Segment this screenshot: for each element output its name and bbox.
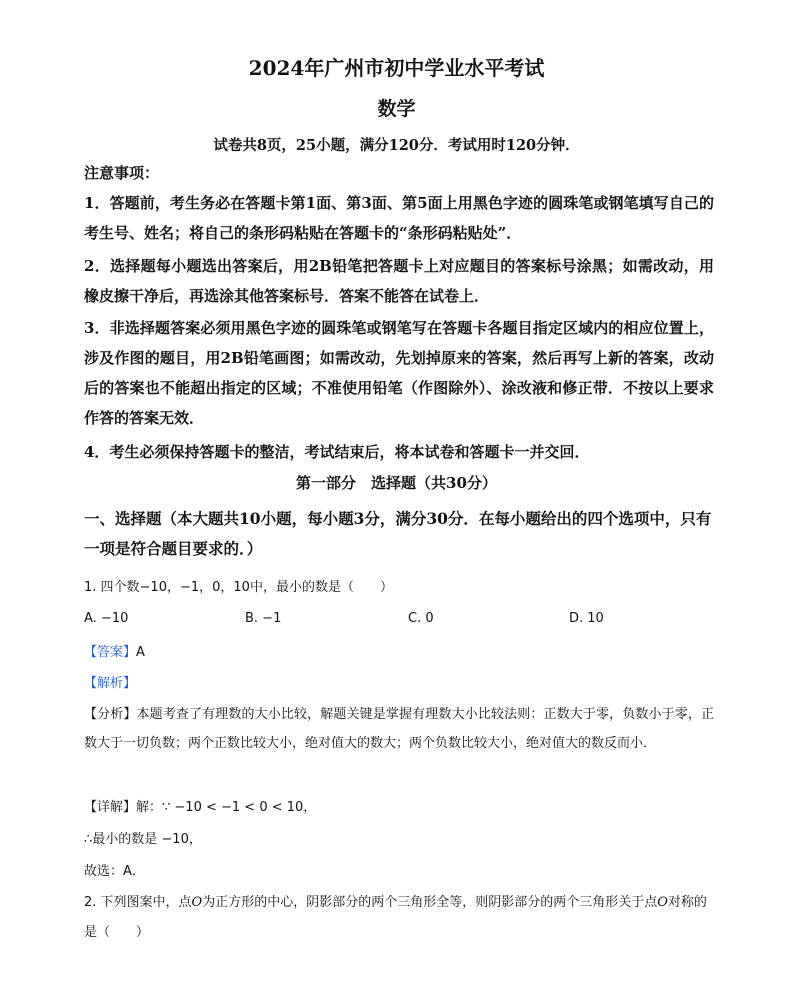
question-2-stem [84, 888, 714, 948]
part-heading: 第一部分 选择题（共30分） [296, 474, 497, 492]
question-1-stem: 1. 四个数−10，−1，0，10中，最小的数是（ ） [84, 580, 393, 595]
notice-item-1: 1．答题前，考生务必在答题卡第1面、第3面、第5面上用黑色字迹的圆珠笔或钢笔填写自己的考生号、姓名；将自己的条形码粘贴在答题卡的“条形码粘贴处”． [84, 194, 714, 242]
notice-heading: 注意事项： [84, 164, 160, 182]
analysis-paragraph [84, 700, 714, 758]
notice-item-2: 2．选择题每小题选出答案后，用2B铅笔把答题卡上对应题目的答案标号涂黑；如需改动，用橡皮擦干净后，再选涂其他答案标号．答案不能答在试卷上． [84, 257, 714, 305]
point-o-label-2: O [657, 895, 668, 910]
exam-info: 试卷共8页，25小题，满分120分．考试用时120分钟． [213, 137, 580, 154]
point-o-label: O [191, 895, 203, 910]
exam-subject: 数学 [377, 98, 416, 120]
exam-title: 2024年广州市初中学业水平考试 [248, 56, 545, 80]
choice-line: 故选：A． [84, 864, 145, 879]
section-heading: 一、选择题（本大题共10小题，每小题3分，满分30分．在每小题给出的四个选项中，只有一项是符合题目要求的．） [84, 509, 712, 558]
detail-text: 解：∵ −10 < −1 < 0 < 10， [136, 800, 317, 815]
question-1-option-b: B. −1 [245, 611, 282, 626]
question-1-option-a: A. −10 [84, 611, 129, 626]
question-2-text-a: 2. 下列图案中，点 [84, 895, 192, 910]
notice-item-3: 3．非选择题答案必须用黑色字迹的圆珠笔或钢笔写在答题卡各题目指定区域内的相应位置上，涉及作图的题目，用2B铅笔画图；如需改动，先划掉原来的答案，然后再写上新的答案，改动后的答案也不能超出指定的区域；不准使用铅笔（作图除外）、涂改液和修正带．不按以上要求作答的答案无效． [84, 319, 714, 427]
question-1-option-c: C. 0 [408, 611, 434, 626]
analysis-tag: 【解析】 [84, 676, 137, 691]
detail-label: 【详解】 [84, 800, 137, 815]
conclusion-line: ∴最小的数是 −10， [84, 832, 202, 847]
question-2-text-c: 对称的是（ ） [84, 895, 707, 940]
answer-line [84, 641, 145, 660]
question-2-text-b: 为正方形的中心，阴影部分的两个三角形全等，则阴影部分的两个三角形关于点 [202, 895, 658, 910]
answer-tag: 【答案】 [84, 645, 137, 660]
analysis-label: 【分析】 [84, 707, 137, 722]
analysis-text: 本题考查了有理数的大小比较，解题关键是掌握有理数大小比较法则：正数大于零，负数小于零，正数大于一切负数；两个正数比较大小，绝对值大的数大；两个负数比较大小，绝对值大的数反而小． [84, 707, 714, 751]
notice-item-4: 4．考生必须保持答题卡的整洁，考试结束后，将本试卷和答题卡一并交回． [84, 443, 590, 461]
analysis-heading [84, 672, 136, 691]
question-1-option-d: D. 10 [569, 611, 604, 626]
answer-value: A [136, 645, 145, 660]
detail-line [84, 796, 316, 815]
